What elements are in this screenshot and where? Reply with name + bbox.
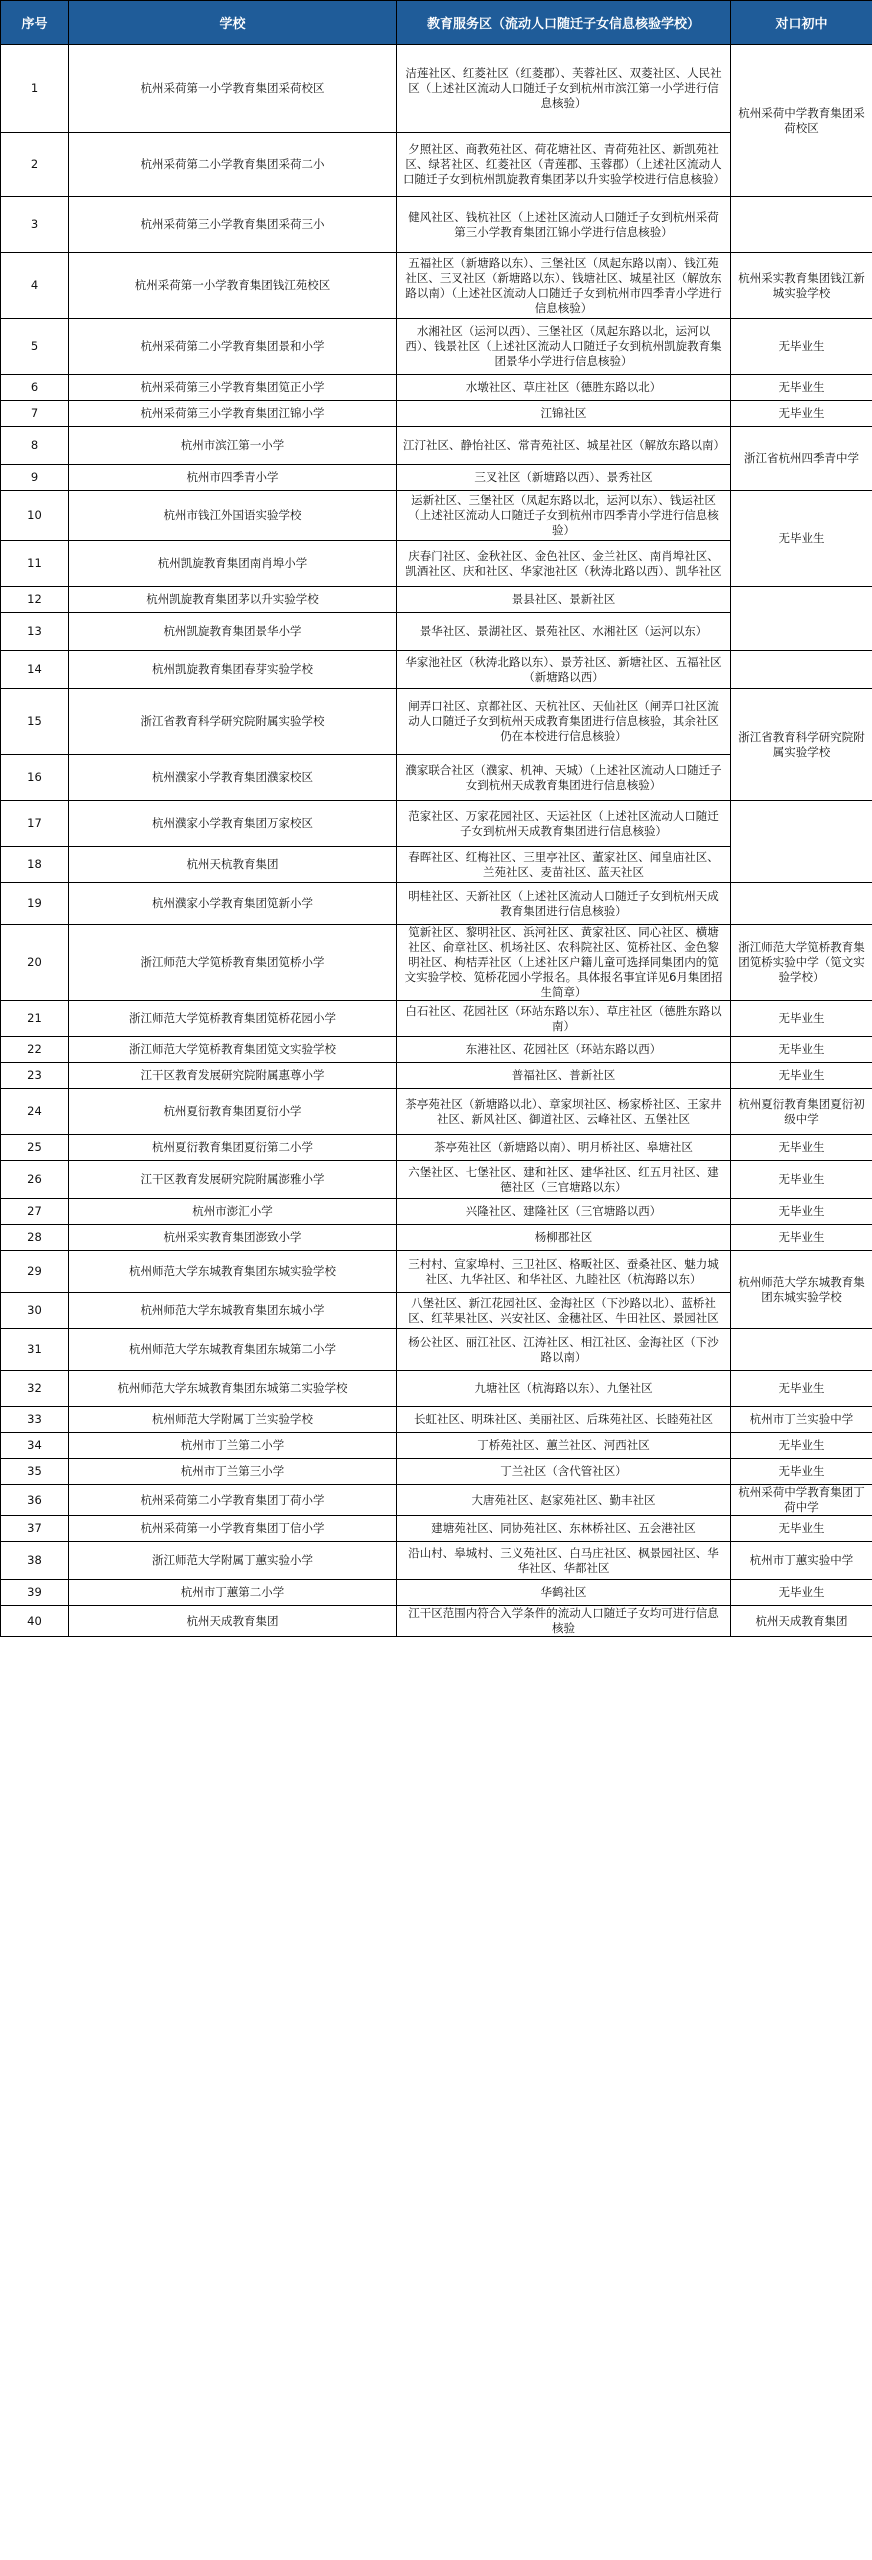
- table-row: [1, 925, 872, 1001]
- service-area-cell: 景华社区、景湖社区、景苑社区、水湘社区（运河以东）: [397, 613, 731, 651]
- service-area-cell: 沿山村、皋城村、三义苑社区、白马庄社区、枫景园社区、华华社区、华都社区: [397, 1542, 731, 1580]
- school-name-cell: 杭州市澎汇小学: [69, 1199, 397, 1225]
- service-area-cell: 茶亭苑社区（新塘路以南）、明月桥社区、皋塘社区: [397, 1135, 731, 1161]
- row-number-cell: 25: [1, 1135, 69, 1161]
- school-name-cell: 浙江师范大学附属丁蕙实验小学: [69, 1542, 397, 1580]
- service-area-cell: 五福社区（新塘路以东）、三堡社区（凤起东路以南）、钱江苑社区、三叉社区（新塘路以东）、钱塘社区、城星社区（解放东路以南）（上述社区流动人口随迁子女到杭州市四季青小学进行信息核验）: [397, 253, 731, 319]
- table-row: [1, 1542, 872, 1580]
- service-area-cell: 丁桥苑社区、蕙兰社区、河西社区: [397, 1433, 731, 1459]
- row-number-cell: 8: [1, 427, 69, 465]
- service-area-cell: 洁莲社区、红菱社区（红菱郡）、芙蓉社区、双菱社区、人民社区（上述社区流动人口随迁子女到杭州市滨江第一小学进行信息核验）: [397, 45, 731, 133]
- table-row: [1, 1135, 872, 1161]
- school-name-cell: 杭州濮家小学教育集团万家校区: [69, 801, 397, 847]
- school-name-cell: 杭州采荷第一小学教育集团钱江苑校区: [69, 253, 397, 319]
- row-number-cell: 27: [1, 1199, 69, 1225]
- school-name-cell: 杭州采荷第二小学教育集团采荷二小: [69, 133, 397, 197]
- row-number-cell: 1: [1, 45, 69, 133]
- row-number-cell: 19: [1, 883, 69, 925]
- middle-school-cell: 无毕业生: [731, 375, 872, 401]
- service-area-cell: 兴隆社区、建隆社区（三官塘路以西）: [397, 1199, 731, 1225]
- school-name-cell: 杭州凯旋教育集团茅以升实验学校: [69, 587, 397, 613]
- school-name-cell: 杭州采荷第一小学教育集团丁信小学: [69, 1516, 397, 1542]
- school-name-cell: 杭州市丁兰第二小学: [69, 1433, 397, 1459]
- row-number-cell: 38: [1, 1542, 69, 1580]
- service-area-cell: 明桂社区、天新社区（上述社区流动人口随迁子女到杭州天成教育集团进行信息核验）: [397, 883, 731, 925]
- middle-school-cell: 无毕业生: [731, 1037, 872, 1063]
- row-number-cell: 29: [1, 1251, 69, 1293]
- row-number-cell: 20: [1, 925, 69, 1001]
- middle-school-cell: [731, 197, 872, 253]
- middle-school-cell: 浙江省杭州四季青中学: [731, 427, 872, 491]
- school-name-cell: 杭州师范大学东城教育集团东城第二实验学校: [69, 1371, 397, 1407]
- table-row: [1, 587, 872, 613]
- service-area-cell: 白石社区、花园社区（环站东路以东）、草庄社区（德胜东路以南）: [397, 1001, 731, 1037]
- row-number-cell: 37: [1, 1516, 69, 1542]
- table-row: [1, 253, 872, 319]
- service-area-cell: 范家社区、万家花园社区、天运社区（上述社区流动人口随迁子女到杭州天成教育集团进行信息核验）: [397, 801, 731, 847]
- middle-school-cell: 无毕业生: [731, 1371, 872, 1407]
- middle-school-cell: 无毕业生: [731, 1063, 872, 1089]
- header-school: 学校: [69, 1, 397, 45]
- row-number-cell: 11: [1, 541, 69, 587]
- row-number-cell: 39: [1, 1580, 69, 1606]
- row-number-cell: 13: [1, 613, 69, 651]
- school-name-cell: 江干区教育发展研究院附属惠尊小学: [69, 1063, 397, 1089]
- row-number-cell: 16: [1, 755, 69, 801]
- row-number-cell: 26: [1, 1161, 69, 1199]
- school-name-cell: 杭州凯旋教育集团景华小学: [69, 613, 397, 651]
- row-number-cell: 9: [1, 465, 69, 491]
- middle-school-cell: 无毕业生: [731, 1199, 872, 1225]
- school-name-cell: 杭州天成教育集团: [69, 1606, 397, 1637]
- table-row: [1, 319, 872, 375]
- school-name-cell: 杭州天杭教育集团: [69, 847, 397, 883]
- service-area-cell: 运新社区、三堡社区（凤起东路以北，运河以东）、钱运社区（上述社区流动人口随迁子女到杭州市四季青小学进行信息核验）: [397, 491, 731, 541]
- middle-school-cell: 杭州夏衍教育集团夏衍初级中学: [731, 1089, 872, 1135]
- service-area-cell: 东港社区、花园社区（环站东路以西）: [397, 1037, 731, 1063]
- table-row: [1, 1407, 872, 1433]
- row-number-cell: 35: [1, 1459, 69, 1485]
- service-area-cell: 长虹社区、明珠社区、美丽社区、后珠苑社区、长睦苑社区: [397, 1407, 731, 1433]
- service-area-cell: 华家池社区（秋涛北路以东）、景芳社区、新塘社区、五福社区（新塘路以西）: [397, 651, 731, 689]
- school-name-cell: 杭州采荷第二小学教育集团景和小学: [69, 319, 397, 375]
- row-number-cell: 5: [1, 319, 69, 375]
- school-name-cell: 杭州夏衍教育集团夏衍第二小学: [69, 1135, 397, 1161]
- service-area-cell: 华鹤社区: [397, 1580, 731, 1606]
- table-row: [1, 1089, 872, 1135]
- service-area-cell: 丁兰社区（含代管社区）: [397, 1459, 731, 1485]
- middle-school-cell: 杭州采实教育集团钱江新城实验学校: [731, 253, 872, 319]
- school-name-cell: 杭州师范大学附属丁兰实验学校: [69, 1407, 397, 1433]
- middle-school-cell: [731, 587, 872, 651]
- table-row: [1, 1580, 872, 1606]
- school-name-cell: 杭州市丁蕙第二小学: [69, 1580, 397, 1606]
- middle-school-cell: 杭州天成教育集团: [731, 1606, 872, 1637]
- table-row: [1, 1459, 872, 1485]
- school-name-cell: 杭州师范大学东城教育集团东城实验学校: [69, 1251, 397, 1293]
- service-area-cell: 夕照社区、商教苑社区、荷花塘社区、青荷苑社区、新凯苑社区、绿茗社区、红菱社区（青莲郡、玉蓉郡）（上述社区流动人口随迁子女到杭州凯旋教育集团茅以升实验学校进行信息核验）: [397, 133, 731, 197]
- middle-school-cell: 无毕业生: [731, 1225, 872, 1251]
- school-name-cell: 杭州濮家小学教育集团濮家校区: [69, 755, 397, 801]
- row-number-cell: 28: [1, 1225, 69, 1251]
- row-number-cell: 14: [1, 651, 69, 689]
- service-area-cell: 大唐苑社区、赵家苑社区、勤丰社区: [397, 1485, 731, 1516]
- service-area-cell: 濮家联合社区（濮家、机神、天城）（上述社区流动人口随迁子女到杭州天成教育集团进行信息核验）: [397, 755, 731, 801]
- school-name-cell: 杭州采荷第三小学教育集团采荷三小: [69, 197, 397, 253]
- service-area-cell: 三村村、宣家埠村、三卫社区、格畈社区、蚕桑社区、魅力城社区、九华社区、和华社区、九睦社区（杭海路以东）: [397, 1251, 731, 1293]
- service-area-cell: 茶亭苑社区（新塘路以北）、章家坝社区、杨家桥社区、王家井社区、新风社区、御道社区、云峰社区、五堡社区: [397, 1089, 731, 1135]
- table-row: [1, 45, 872, 133]
- service-area-cell: 江干区范围内符合入学条件的流动人口随迁子女均可进行信息核验: [397, 1606, 731, 1637]
- row-number-cell: 3: [1, 197, 69, 253]
- row-number-cell: 15: [1, 689, 69, 755]
- table-row: [1, 1371, 872, 1407]
- school-name-cell: 杭州夏衍教育集团夏衍小学: [69, 1089, 397, 1135]
- row-number-cell: 24: [1, 1089, 69, 1135]
- table-row: [1, 1329, 872, 1371]
- middle-school-cell: 杭州采荷中学教育集团丁荷中学: [731, 1485, 872, 1516]
- row-number-cell: 4: [1, 253, 69, 319]
- row-number-cell: 2: [1, 133, 69, 197]
- school-name-cell: 杭州采荷第一小学教育集团采荷校区: [69, 45, 397, 133]
- header-no: 序号: [1, 1, 69, 45]
- row-number-cell: 31: [1, 1329, 69, 1371]
- school-name-cell: 杭州采荷第三小学教育集团笕正小学: [69, 375, 397, 401]
- service-area-cell: 杨柳郡社区: [397, 1225, 731, 1251]
- row-number-cell: 21: [1, 1001, 69, 1037]
- school-name-cell: 杭州凯旋教育集团春芽实验学校: [69, 651, 397, 689]
- school-name-cell: 杭州采荷第三小学教育集团江锦小学: [69, 401, 397, 427]
- middle-school-cell: 杭州市丁兰实验中学: [731, 1407, 872, 1433]
- service-area-cell: 三叉社区（新塘路以西）、景秀社区: [397, 465, 731, 491]
- middle-school-cell: [731, 1329, 872, 1371]
- header-row: [1, 1, 872, 45]
- table-row: [1, 1037, 872, 1063]
- middle-school-cell: 无毕业生: [731, 1001, 872, 1037]
- service-area-cell: 杨公社区、丽江社区、江涛社区、相江社区、金海社区（下沙路以南）: [397, 1329, 731, 1371]
- table-row: [1, 801, 872, 847]
- service-area-cell: 建塘苑社区、同协苑社区、东林桥社区、五会港社区: [397, 1516, 731, 1542]
- middle-school-cell: 无毕业生: [731, 401, 872, 427]
- school-name-cell: 江干区教育发展研究院附属澎雅小学: [69, 1161, 397, 1199]
- table-row: [1, 1199, 872, 1225]
- middle-school-cell: 无毕业生: [731, 1161, 872, 1199]
- row-number-cell: 32: [1, 1371, 69, 1407]
- header-middle: 对口初中: [731, 1, 872, 45]
- service-area-cell: 健风社区、钱杭社区（上述社区流动人口随迁子女到杭州采荷第三小学教育集团江锦小学进行信息核验）: [397, 197, 731, 253]
- service-area-cell: 江锦社区: [397, 401, 731, 427]
- middle-school-cell: 无毕业生: [731, 1516, 872, 1542]
- table-body: [1, 45, 872, 1637]
- middle-school-cell: 无毕业生: [731, 1580, 872, 1606]
- row-number-cell: 23: [1, 1063, 69, 1089]
- service-area-cell: 水湘社区（运河以西）、三堡社区（凤起东路以北，运河以西）、钱景社区（上述社区流动人口随迁子女到杭州凯旋教育集团景华小学进行信息核验）: [397, 319, 731, 375]
- middle-school-cell: 浙江师范大学笕桥教育集团笕桥实验中学（笕文实验学校）: [731, 925, 872, 1001]
- middle-school-cell: 杭州师范大学东城教育集团东城实验学校: [731, 1251, 872, 1329]
- row-number-cell: 40: [1, 1606, 69, 1637]
- table-row: [1, 401, 872, 427]
- middle-school-cell: 无毕业生: [731, 1459, 872, 1485]
- table-row: [1, 1516, 872, 1542]
- row-number-cell: 30: [1, 1293, 69, 1329]
- school-name-cell: 杭州市四季青小学: [69, 465, 397, 491]
- service-area-cell: 水墩社区、草庄社区（德胜东路以北）: [397, 375, 731, 401]
- row-number-cell: 12: [1, 587, 69, 613]
- table-row: [1, 651, 872, 689]
- middle-school-cell: 无毕业生: [731, 1433, 872, 1459]
- header-area: 教育服务区（流动人口随迁子女信息核验学校）: [397, 1, 731, 45]
- service-area-cell: 庆春门社区、金秋社区、金色社区、金兰社区、南肖埠社区、凯酒社区、庆和社区、华家池社区（秋涛北路以西）、凯华社区: [397, 541, 731, 587]
- table-row: [1, 1606, 872, 1637]
- school-name-cell: 杭州市丁兰第三小学: [69, 1459, 397, 1485]
- middle-school-cell: 杭州市丁蕙实验中学: [731, 1542, 872, 1580]
- service-area-cell: 六堡社区、七堡社区、建和社区、建华社区、红五月社区、建德社区（三官塘路以东）: [397, 1161, 731, 1199]
- middle-school-cell: 无毕业生: [731, 1135, 872, 1161]
- school-name-cell: 杭州凯旋教育集团南肖埠小学: [69, 541, 397, 587]
- row-number-cell: 34: [1, 1433, 69, 1459]
- table-row: [1, 375, 872, 401]
- school-name-cell: 杭州师范大学东城教育集团东城小学: [69, 1293, 397, 1329]
- table-row: [1, 689, 872, 755]
- table-row: [1, 1161, 872, 1199]
- middle-school-cell: [731, 801, 872, 883]
- row-number-cell: 10: [1, 491, 69, 541]
- row-number-cell: 33: [1, 1407, 69, 1433]
- service-area-cell: 普福社区、普新社区: [397, 1063, 731, 1089]
- service-area-cell: 江汀社区、静怡社区、常青苑社区、城星社区（解放东路以南）: [397, 427, 731, 465]
- school-name-cell: 浙江师范大学笕桥教育集团笕桥小学: [69, 925, 397, 1001]
- service-area-cell: 景县社区、景新社区: [397, 587, 731, 613]
- table-row: [1, 1485, 872, 1516]
- middle-school-cell: [731, 651, 872, 689]
- table-header: [1, 1, 872, 45]
- row-number-cell: 22: [1, 1037, 69, 1063]
- row-number-cell: 36: [1, 1485, 69, 1516]
- row-number-cell: 18: [1, 847, 69, 883]
- service-area-cell: 笕新社区、黎明社区、浜河社区、黄家社区、同心社区、横塘社区、俞章社区、机场社区、农科院社区、笕桥社区、金色黎明社区、枸桔弄社区（上述社区户籍儿童可选择同集团内的笕文实验学校、笕桥花园小学报名。具体报名事宜详见6月集团招生简章）: [397, 925, 731, 1001]
- school-name-cell: 杭州市滨江第一小学: [69, 427, 397, 465]
- middle-school-cell: 无毕业生: [731, 319, 872, 375]
- service-area-cell: 闸弄口社区、京都社区、天杭社区、天仙社区（闸弄口社区流动人口随迁子女到杭州天成教育集团进行信息核验，其余社区仍在本校进行信息核验）: [397, 689, 731, 755]
- school-name-cell: 浙江师范大学笕桥教育集团笕文实验学校: [69, 1037, 397, 1063]
- table-row: [1, 1433, 872, 1459]
- table-row: [1, 1063, 872, 1089]
- table-row: [1, 427, 872, 465]
- row-number-cell: 6: [1, 375, 69, 401]
- table-row: [1, 883, 872, 925]
- table-row: [1, 1001, 872, 1037]
- middle-school-cell: 浙江省教育科学研究院附属实验学校: [731, 689, 872, 801]
- row-number-cell: 17: [1, 801, 69, 847]
- school-name-cell: 杭州采荷第二小学教育集团丁荷小学: [69, 1485, 397, 1516]
- school-name-cell: 浙江省教育科学研究院附属实验学校: [69, 689, 397, 755]
- school-name-cell: 杭州市钱江外国语实验学校: [69, 491, 397, 541]
- row-number-cell: 7: [1, 401, 69, 427]
- middle-school-cell: 无毕业生: [731, 491, 872, 587]
- school-name-cell: 浙江师范大学笕桥教育集团笕桥花园小学: [69, 1001, 397, 1037]
- service-area-cell: 八堡社区、新江花园社区、金海社区（下沙路以北）、蓝桥社区、红苹果社区、兴安社区、金穗社区、牛田社区、景园社区: [397, 1293, 731, 1329]
- table-row: [1, 1251, 872, 1293]
- table-row: [1, 491, 872, 541]
- service-area-cell: 春晖社区、红梅社区、三里亭社区、董家社区、闻皇庙社区、兰苑社区、麦苗社区、蓝天社区: [397, 847, 731, 883]
- table-row: [1, 197, 872, 253]
- school-name-cell: 杭州师范大学东城教育集团东城第二小学: [69, 1329, 397, 1371]
- school-name-cell: 杭州采实教育集团澎致小学: [69, 1225, 397, 1251]
- school-name-cell: 杭州濮家小学教育集团笕新小学: [69, 883, 397, 925]
- service-area-cell: 九塘社区（杭海路以东）、九堡社区: [397, 1371, 731, 1407]
- table-row: [1, 1225, 872, 1251]
- middle-school-cell: 杭州采荷中学教育集团采荷校区: [731, 45, 872, 197]
- middle-school-cell: [731, 883, 872, 925]
